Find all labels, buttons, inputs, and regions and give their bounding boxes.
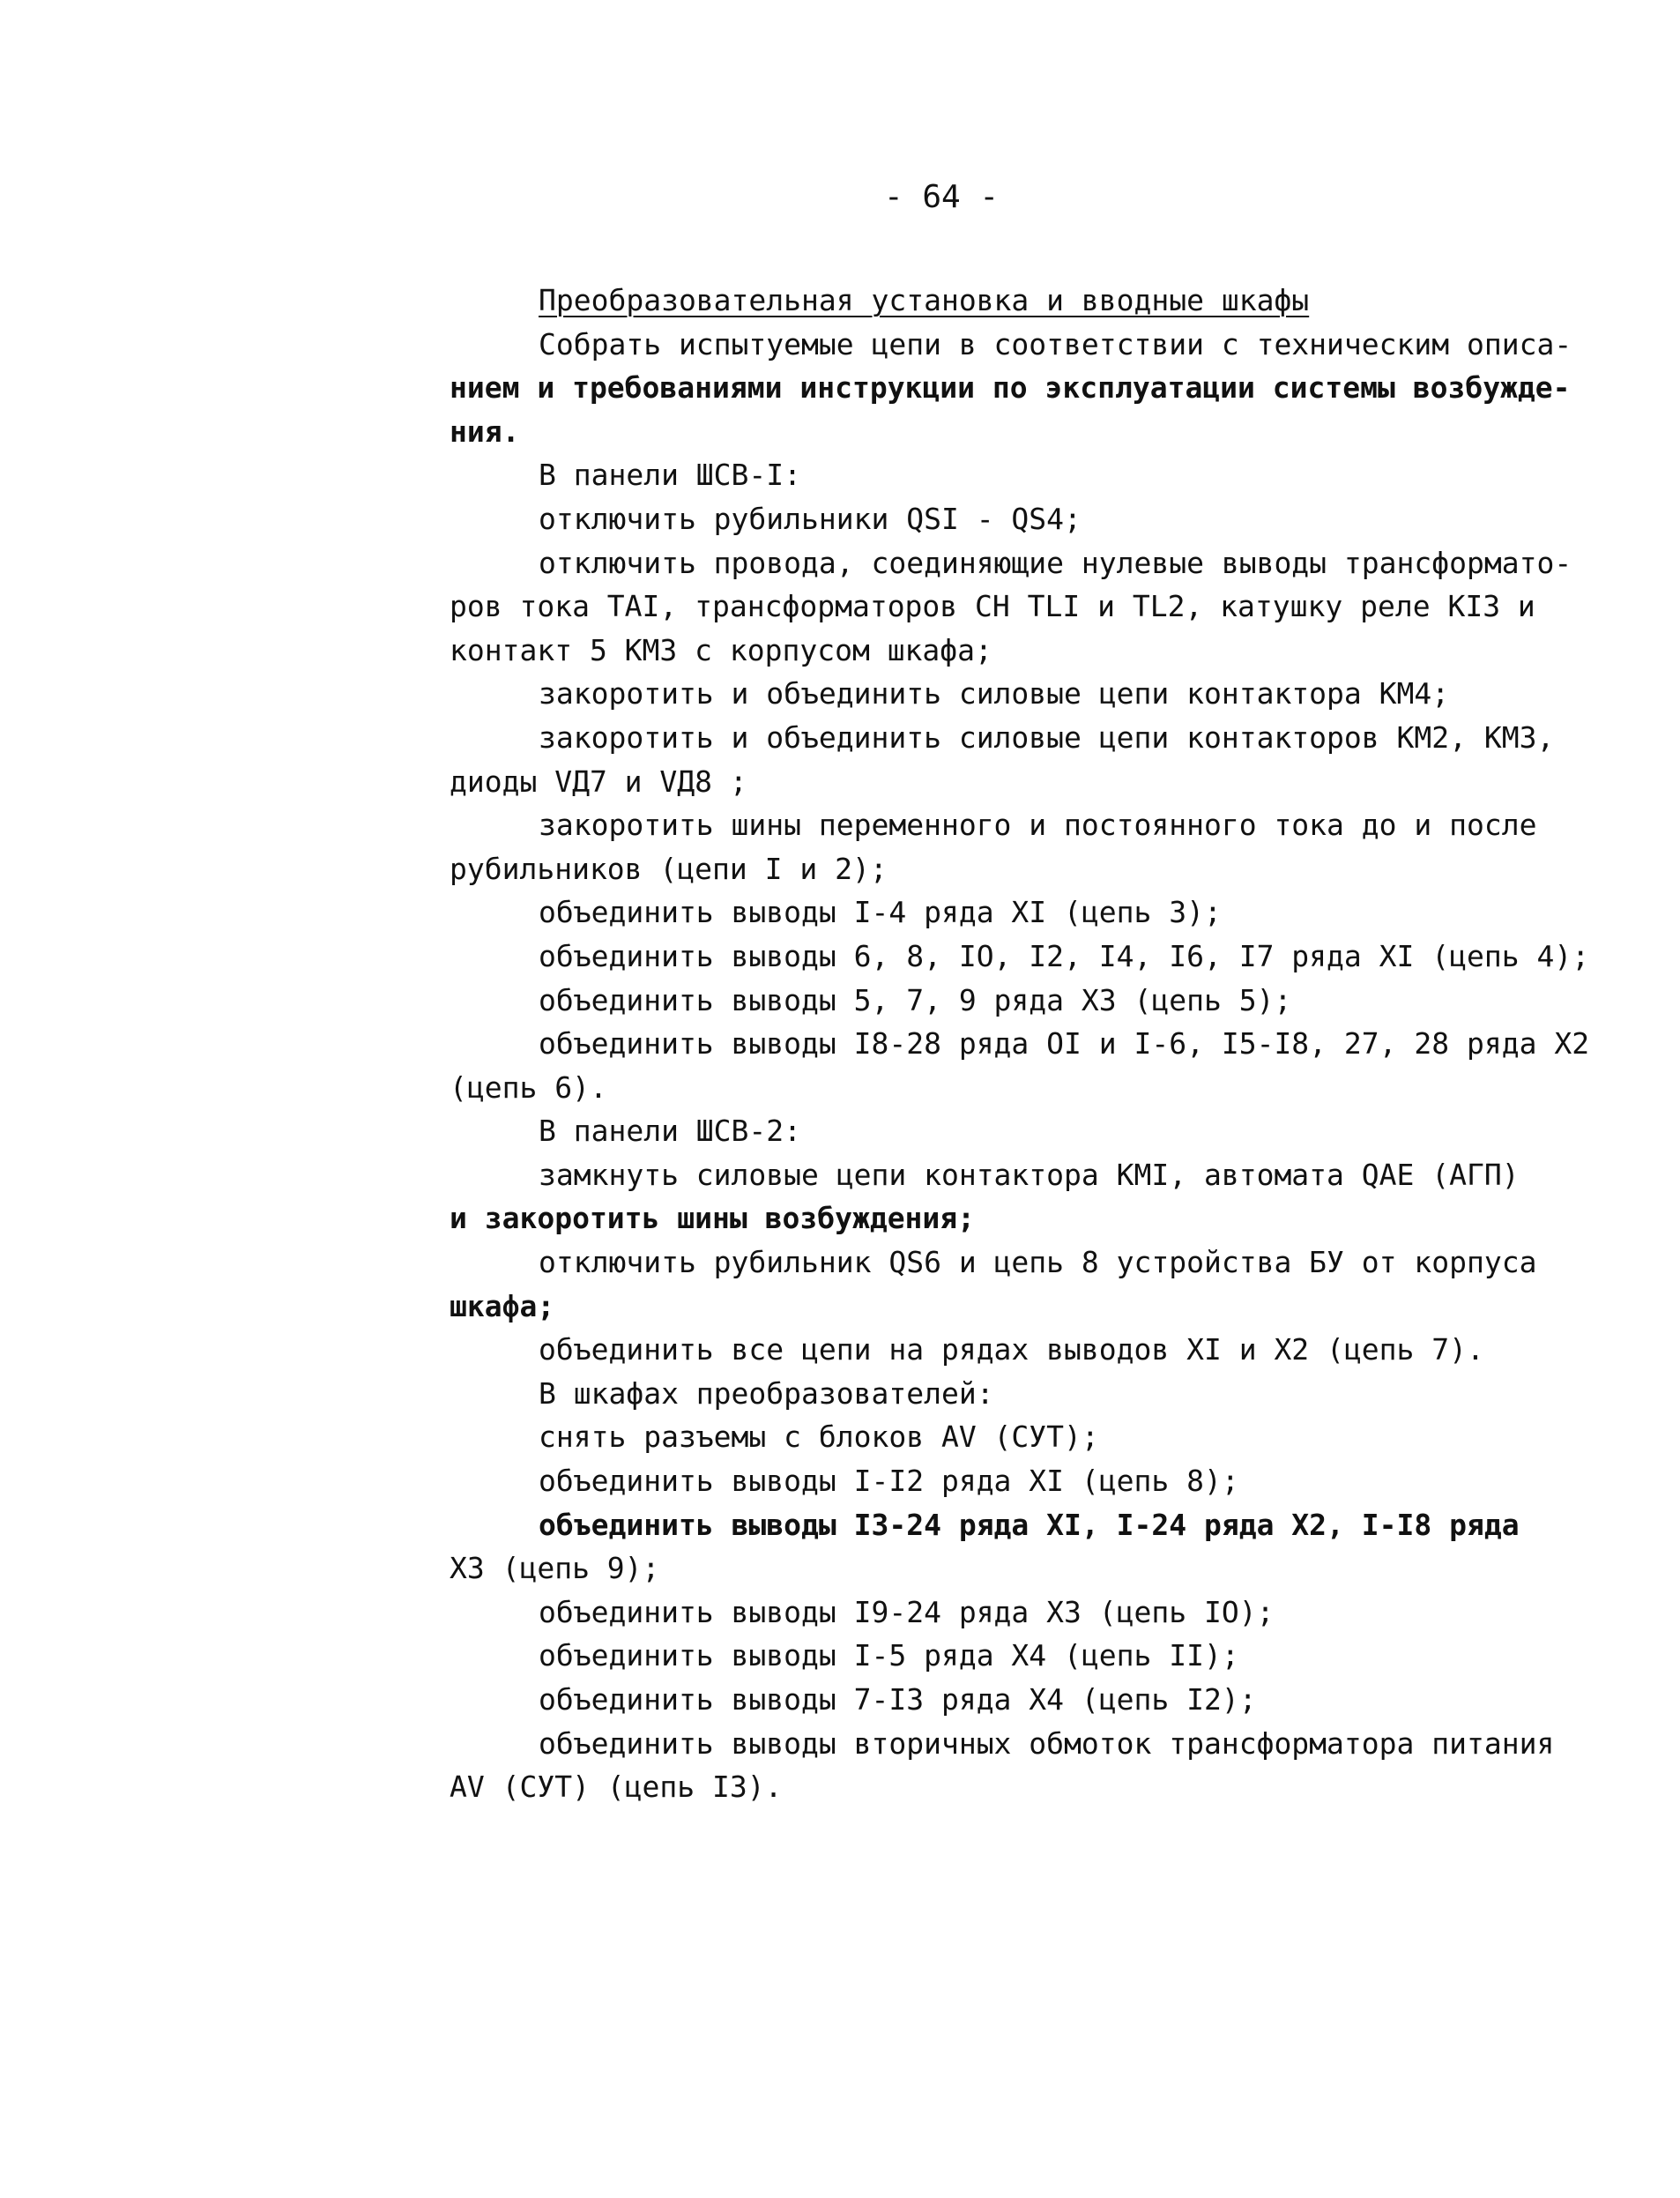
text-line: объединить выводы 7-I3 ряда X4 (цепь I2); [539, 1682, 1257, 1717]
text-line: замкнуть силовые цепи контактора КМI, автомата QAE (АГП) [539, 1157, 1520, 1192]
page-content [450, 279, 1622, 1809]
text-line: объединить выводы I-4 ряда XI (цепь 3); [539, 895, 1222, 930]
text-line: ния. [450, 414, 520, 449]
text-line: объединить выводы I9-24 ряда X3 (цепь IO); [539, 1594, 1275, 1629]
text-line: нием и требованиями инструкции по эксплуатации системы возбужде- [450, 370, 1571, 406]
text-line: (цепь 6). [450, 1069, 607, 1105]
text-line: отключить провода, соединяющие нулевые выводы трансформато- [539, 545, 1572, 580]
text-line: объединить выводы I-5 ряда X4 (цепь II); [539, 1638, 1239, 1673]
text-line: закоротить шины переменного и постоянного тока до и после [539, 808, 1537, 843]
text-line: шкафа; [450, 1288, 555, 1323]
text-line: объединить выводы I8-28 ряда OI и I-6, I5-I8, 27, 28 ряда X2 [539, 1026, 1590, 1062]
text-line: AV (СУТ) (цепь I3). [450, 1770, 783, 1805]
text-line: объединить все цепи на рядах выводов XI и X2 (цепь 7). [539, 1332, 1484, 1367]
text-line: диоды VД7 и VД8 ; [450, 764, 747, 799]
text-line: контакт 5 КМ3 с корпусом шкафа; [450, 632, 992, 667]
text-line: рубильников (цепи I и 2); [450, 851, 888, 886]
text-line: отключить рубильники QSI - QS4; [539, 501, 1082, 536]
text-line: X3 (цепь 9); [450, 1551, 660, 1586]
text-line: снять разъемы с блоков AV (СУТ); [539, 1419, 1099, 1455]
text-line: В панели ШСВ-2: [539, 1114, 802, 1149]
text-line: отключить рубильник QS6 и цепь 8 устройства БУ от корпуса [539, 1245, 1537, 1280]
text-line: закоротить и объединить силовые цепи контакторов КМ2, КМ3, [539, 719, 1555, 755]
text-line: В шкафах преобразователей: [539, 1375, 994, 1411]
text-line: объединить выводы 5, 7, 9 ряда X3 (цепь 5); [539, 982, 1292, 1017]
text-line: объединить выводы I3-24 ряда XI, I-24 ряда X2, I-I8 ряда [539, 1507, 1520, 1542]
text-line: объединить выводы вторичных обмоток трансформатора питания [539, 1725, 1555, 1761]
text-line: объединить выводы 6, 8, IO, I2, I4, I6, I7 ряда XI (цепь 4); [539, 938, 1590, 973]
text-line: и закоротить шины возбуждения; [450, 1201, 976, 1236]
text-line: закоротить и объединить силовые цепи контактора КМ4; [539, 676, 1450, 712]
text-line: объединить выводы I-I2 ряда XI (цепь 8); [539, 1464, 1239, 1499]
page-number: - 64 - [883, 179, 1000, 215]
text-line: Собрать испытуемые цепи в соответствии с техническим описа- [539, 326, 1572, 361]
text-line: В панели ШСВ-I: [539, 458, 802, 493]
section-heading: Преобразовательная установка и вводные шкафы [539, 283, 1310, 317]
text-line: ров тока TAI, трансформаторов СН TLI и TL2, катушку реле KI3 и [450, 589, 1535, 624]
